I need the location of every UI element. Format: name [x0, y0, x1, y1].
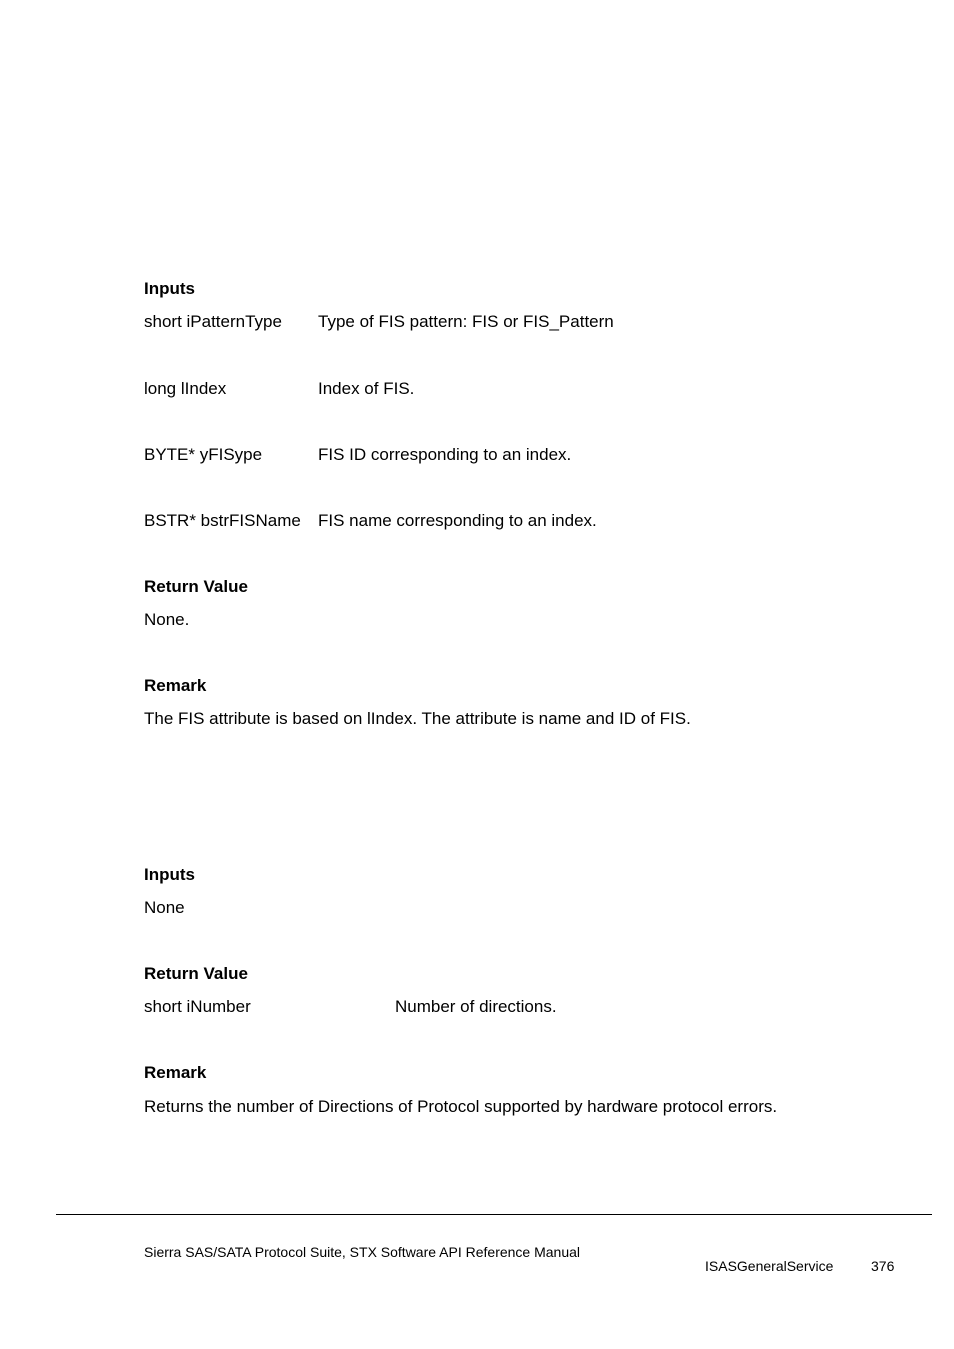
param-desc: Index of FIS.	[318, 379, 415, 398]
param-desc: Type of FIS pattern: FIS or FIS_Pattern	[318, 312, 614, 331]
remark-text: Returns the number of Directions of Protocol supported by hardware protocol errors.	[144, 1097, 778, 1116]
footer-manual-title: Sierra SAS/SATA Protocol Suite, STX Software API Reference Manual	[144, 1244, 581, 1260]
remark-heading: Remark	[144, 676, 207, 695]
remark-heading: Remark	[144, 1063, 207, 1082]
page-number: 376	[871, 1258, 895, 1274]
param-name: BSTR* bstrFISName	[144, 511, 301, 530]
param-desc: FIS name corresponding to an index.	[318, 511, 597, 530]
param-desc: FIS ID corresponding to an index.	[318, 445, 572, 464]
return-value-text: None.	[144, 610, 190, 629]
return-value-heading: Return Value	[144, 577, 248, 596]
param-name: BYTE* yFISype	[144, 445, 263, 464]
remark-text: The FIS attribute is based on lIndex. The attribute is name and ID of FIS.	[144, 709, 691, 728]
param-name: long lIndex	[144, 379, 227, 398]
return-param-name: short iNumber	[144, 997, 251, 1016]
inputs-text: None	[144, 898, 185, 917]
param-name: short iPatternType	[144, 312, 282, 331]
footer-section-name: ISASGeneralService	[705, 1258, 834, 1274]
return-value-heading: Return Value	[144, 964, 248, 983]
inputs-heading: Inputs	[144, 279, 195, 298]
return-param-desc: Number of directions.	[395, 997, 557, 1016]
inputs-heading: Inputs	[144, 865, 195, 884]
footer-divider	[56, 1214, 932, 1215]
